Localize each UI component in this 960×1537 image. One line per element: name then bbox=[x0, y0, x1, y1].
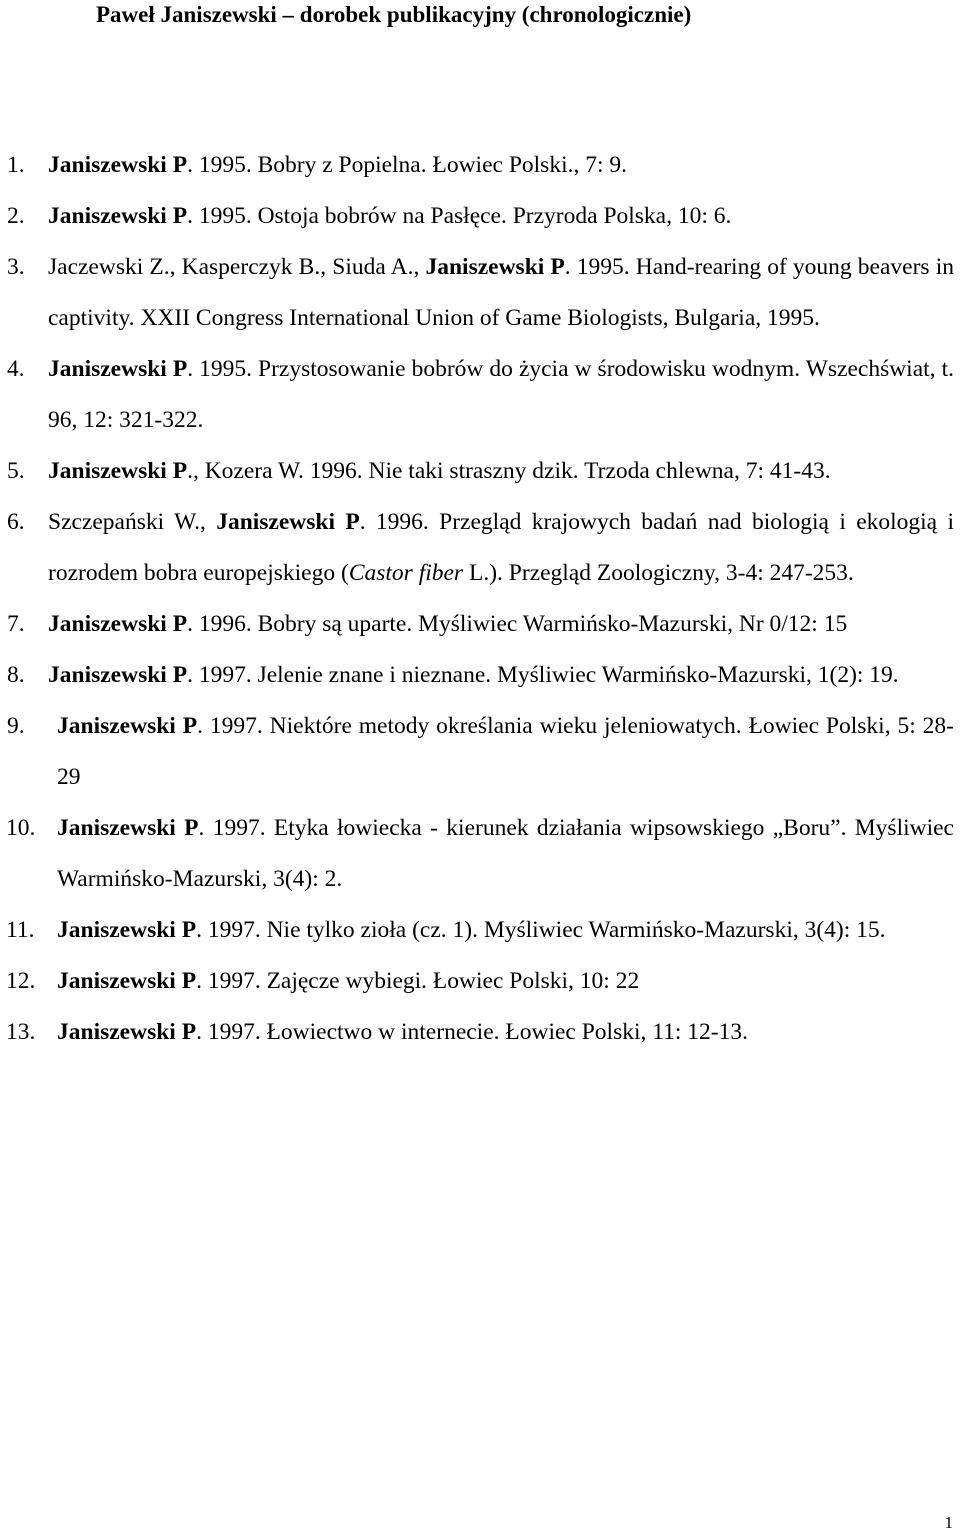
author-name: Janiszewski P bbox=[48, 203, 188, 229]
publication-list bbox=[0, 140, 960, 1058]
author-name: Janiszewski P bbox=[57, 815, 199, 841]
publication-item bbox=[0, 803, 960, 905]
author-name: Janiszewski P bbox=[216, 509, 360, 535]
publication-item bbox=[0, 242, 960, 344]
author-name: Janiszewski P bbox=[48, 662, 188, 688]
item-number: 4. bbox=[7, 356, 25, 382]
publication-item bbox=[0, 956, 960, 1007]
citation: Janiszewski P. 1997. Jelenie znane i nieznane. Myśliwiec Warmińsko-Mazurski, 1(2): 19. bbox=[48, 662, 899, 688]
item-number: 7. bbox=[7, 611, 25, 637]
citation: Janiszewski P. 1997. Etyka łowiecka - kierunek działania wipsowskiego „Boru”. Myśliwiec Warmińsko-Mazurski, 3(4): 2. bbox=[57, 815, 954, 892]
publication-item bbox=[0, 701, 960, 803]
item-number: 9. bbox=[7, 713, 25, 739]
author-name: Janiszewski P bbox=[48, 152, 188, 178]
citation: Janiszewski P. 1997. Nie tylko zioła (cz. 1). Myśliwiec Warmińsko-Mazurski, 3(4): 15. bbox=[57, 917, 886, 943]
author-name: Janiszewski P bbox=[425, 254, 565, 280]
citation: Janiszewski P. 1997. Łowiectwo w internecie. Łowiec Polski, 11: 12-13. bbox=[57, 1019, 748, 1045]
publication-item bbox=[0, 497, 960, 599]
document-title: Paweł Janiszewski – dorobek publikacyjny (chronologicznie) bbox=[96, 2, 692, 27]
page-number: 1 bbox=[944, 1513, 953, 1532]
item-number: 2. bbox=[7, 203, 25, 229]
item-number: 10. bbox=[6, 815, 36, 841]
item-number: 3. bbox=[7, 254, 25, 280]
publication-item bbox=[0, 599, 960, 650]
citation: Janiszewski P. 1997. Niektóre metody określania wieku jeleniowatych. Łowiec Polski, 5: 28-29 bbox=[57, 713, 954, 790]
publication-item bbox=[0, 650, 960, 701]
citation: Janiszewski P., Kozera W. 1996. Nie taki straszny dzik. Trzoda chlewna, 7: 41-43. bbox=[48, 458, 831, 484]
item-number: 6. bbox=[7, 509, 25, 535]
item-number: 13. bbox=[6, 1019, 36, 1045]
publication-item bbox=[0, 905, 960, 956]
publication-item bbox=[0, 191, 960, 242]
item-number: 5. bbox=[7, 458, 25, 484]
item-number: 8. bbox=[7, 662, 25, 688]
author-name: Janiszewski P bbox=[57, 713, 198, 739]
author-name: Janiszewski P bbox=[57, 968, 197, 994]
item-number: 11. bbox=[6, 917, 35, 943]
citation: Jaczewski Z., Kasperczyk B., Siuda A., Janiszewski P. 1995. Hand-rearing of young beavers in captivity. XXII Congress International Union of Game Biologists, Bulgaria, 1995. bbox=[48, 254, 954, 331]
publication-item bbox=[0, 446, 960, 497]
citation: Janiszewski P. 1995. Przystosowanie bobrów do życia w środowisku wodnym. Wszechświat, t. 96, 12: 321-322. bbox=[48, 356, 954, 433]
author-name: Janiszewski P bbox=[48, 611, 188, 637]
citation: Janiszewski P. 1995. Bobry z Popielna. Łowiec Polski., 7: 9. bbox=[48, 152, 627, 178]
author-name: Janiszewski P bbox=[48, 458, 188, 484]
author-name: Janiszewski P bbox=[57, 1019, 197, 1045]
citation: Szczepański W., Janiszewski P. 1996. Przegląd krajowych badań nad biologią i ekologią i rozrodem bobra europejskiego (Castor fiber L.). Przegląd Zoologiczny, 3-4: 247-253. bbox=[48, 509, 954, 586]
citation: Janiszewski P. 1995. Ostoja bobrów na Pasłęce. Przyroda Polska, 10: 6. bbox=[48, 203, 732, 229]
item-number: 1. bbox=[7, 152, 25, 178]
item-number: 12. bbox=[6, 968, 36, 994]
publication-item bbox=[0, 140, 960, 191]
publication-item bbox=[0, 344, 960, 446]
citation: Janiszewski P. 1996. Bobry są uparte. Myśliwiec Warmińsko-Mazurski, Nr 0/12: 15 bbox=[48, 611, 848, 637]
species-name: Castor fiber bbox=[348, 560, 464, 586]
citation: Janiszewski P. 1997. Zajęcze wybiegi. Łowiec Polski, 10: 22 bbox=[57, 968, 640, 994]
author-name: Janiszewski P bbox=[57, 917, 197, 943]
publication-item bbox=[0, 1007, 960, 1058]
author-name: Janiszewski P bbox=[48, 356, 188, 382]
